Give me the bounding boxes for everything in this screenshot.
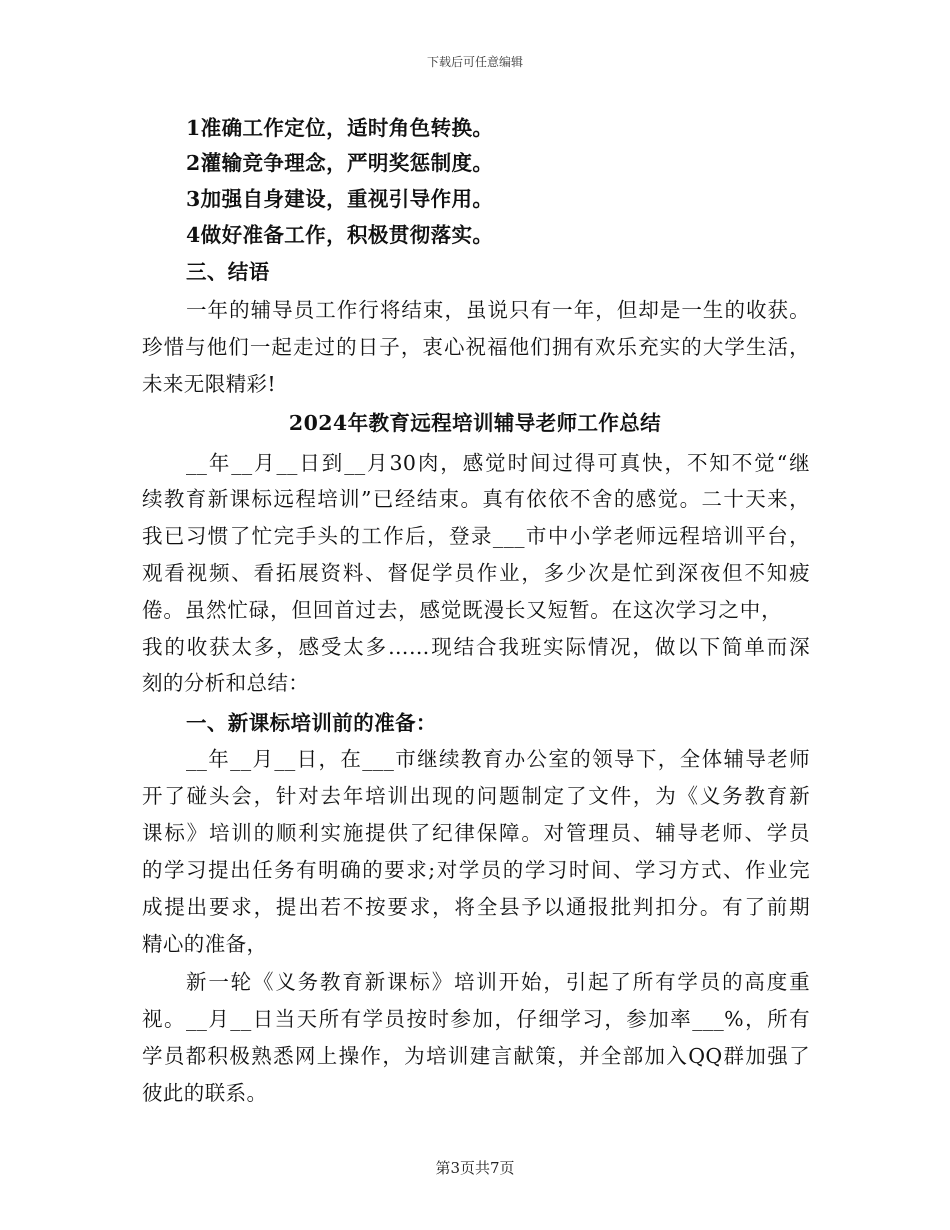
paragraph-line: 未来无限精彩! <box>142 372 277 396</box>
list-item: 3加强自身建设，重视引导作用。 <box>186 187 494 211</box>
paragraph-line: 我的收获太多，感受太多……现结合我班实际情况，做以下简单而深 <box>142 635 810 659</box>
section-heading-conclusion: 三、结语 <box>186 260 270 284</box>
paragraph-line: 开了碰头会，针对去年培训出现的问题制定了文件，为《义务教育新 <box>142 784 810 808</box>
paragraph-line: 的学习提出任务有明确的要求;对学员的学习时间、学习方式、作业完 <box>142 858 810 882</box>
paragraph-line: 学员都积极熟悉网上操作，为培训建言献策，并全部加入QQ群加强了 <box>142 1044 810 1068</box>
page-footer: 第3页共7页 <box>435 1159 515 1177</box>
page-header: 下载后可任意编辑 <box>426 55 523 69</box>
paragraph-line: 续教育新课标远程培训”已经结束。真有依依不舍的感觉。二十天来， <box>142 487 810 511</box>
document-title: 2024年教育远程培训辅导老师工作总结 <box>288 411 662 435</box>
paragraph-line: __年__月__日到__月30肉，感觉时间过得可真快，不知不觉“继 <box>186 451 810 475</box>
paragraph-line: 刻的分析和总结： <box>142 671 310 695</box>
section-heading-preparation: 一、新课标培训前的准备： <box>186 711 437 735</box>
paragraph-line: 彼此的联系。 <box>142 1081 268 1105</box>
paragraph-line: 新一轮《义务教育新课标》培训开始，引起了所有学员的高度重 <box>186 970 810 994</box>
list-item: 4做好准备工作，积极贯彻落实。 <box>186 223 494 247</box>
paragraph-line: 观看视频、看拓展资料、督促学员作业，多少次是忙到深夜但不知疲 <box>142 561 810 585</box>
paragraph-line: __年__月__日，在___市继续教育办公室的领导下，全体辅导老师 <box>186 747 810 771</box>
paragraph-line: 精心的准备， <box>142 932 268 956</box>
paragraph-line: 成提出要求，提出若不按要求，将全县予以通报批判扣分。有了前期 <box>142 895 810 919</box>
paragraph-line: 视。__月__日当天所有学员按时参加，仔细学习，参加率___%，所有 <box>142 1007 810 1031</box>
paragraph-line: 珍惜与他们一起走过的日子，衷心祝福他们拥有欢乐充实的大学生活， <box>142 335 810 359</box>
list-item: 1准确工作定位，适时角色转换。 <box>186 116 494 140</box>
paragraph-line: 课标》培训的顺利实施提供了纪律保障。对管理员、辅导老师、学员 <box>142 821 810 845</box>
paragraph-line: 一年的辅导员工作行将结束，虽说只有一年，但却是一生的收获。 <box>186 298 810 322</box>
list-item: 2灌输竞争理念，严明奖惩制度。 <box>186 151 494 175</box>
paragraph-line: 倦。虽然忙碌，但回首过去，感觉既漫长又短暂。在这次学习之中， <box>142 598 782 622</box>
paragraph-line: 我已习惯了忙完手头的工作后，登录___市中小学老师远程培训平台， <box>142 524 810 548</box>
